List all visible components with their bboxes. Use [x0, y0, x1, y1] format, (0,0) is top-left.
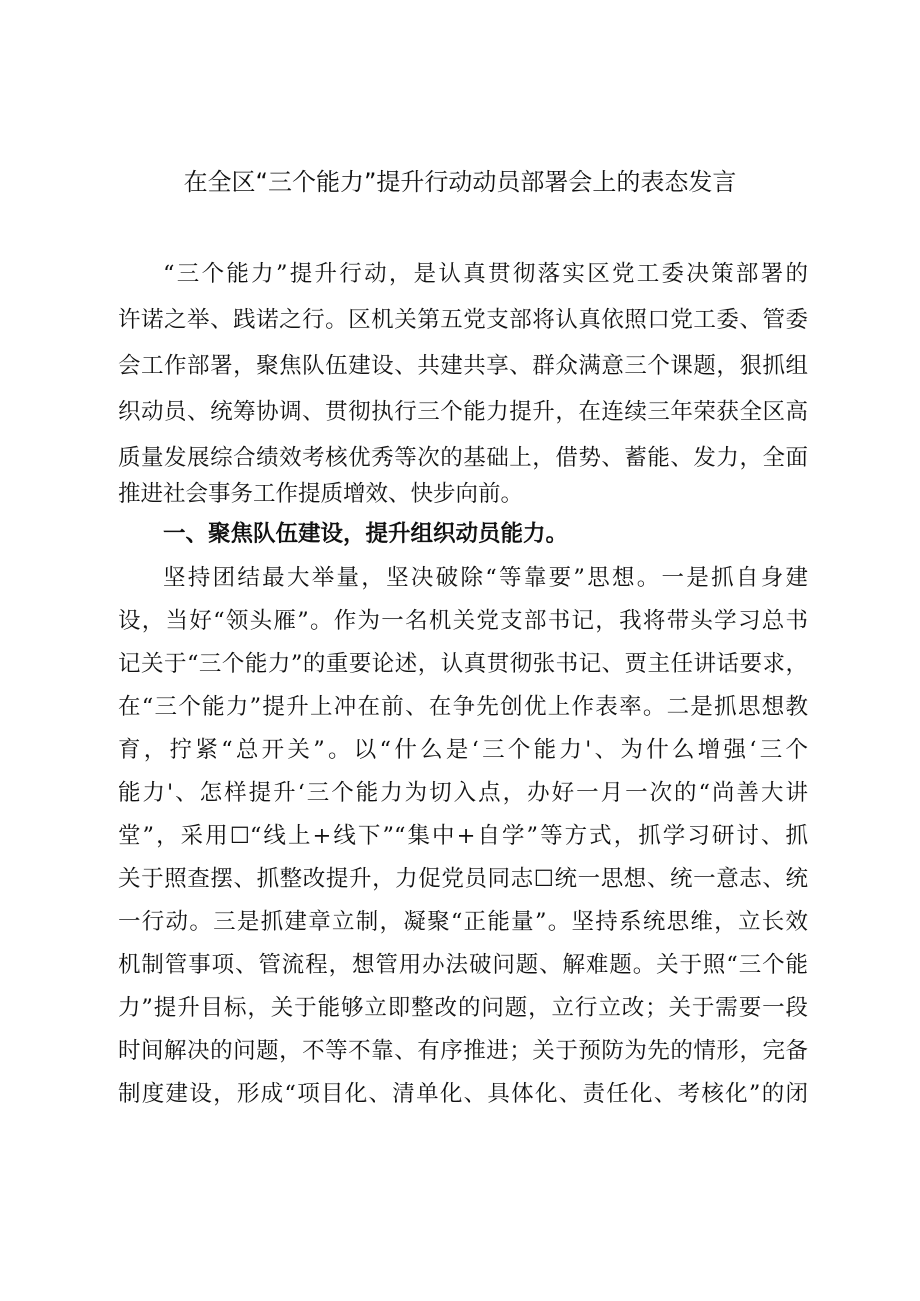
body-line: 能力'、怎样提升‘三个能力为切入点，办好一月一次的“尚善大讲	[118, 780, 808, 806]
body-line: 坚持团结最大举量，坚决破除“等靠要”思想。一是抓自身建	[163, 565, 808, 591]
body-line: 在“三个能力”提升上冲在前、在争先创优上作表率。二是抓思想教	[118, 694, 808, 720]
intro-line: 许诺之举、践诺之行。区机关第五党支部将认真依照口党工委、管委	[118, 307, 808, 333]
body-line: 力”提升目标，关于能够立即整改的问题，立行立改；关于需要一段	[118, 995, 808, 1021]
section-heading: 一、聚焦队伍建设，提升组织动员能力。	[163, 521, 569, 547]
body-line: 记关于“三个能力”的重要论述，认真贯彻张书记、贾主任讲话要求，	[118, 651, 808, 677]
intro-line: 织动员、统筹协调、贯彻执行三个能力提升，在连续三年荣获全区高	[118, 399, 808, 425]
body-line: 堂”，采用☐“线上+线下”“集中+自学”等方式，抓学习研讨、抓	[118, 823, 808, 849]
body-line: 时间解决的问题，不等不靠、有序推进；关于预防为先的情形，完备	[118, 1038, 808, 1064]
body-line: 制度建设，形成“项目化、清单化、具体化、责任化、考核化”的闭	[118, 1081, 808, 1107]
body-line: 设，当好“领头雁”。作为一名机关党支部书记，我将带头学习总书	[118, 608, 808, 634]
document-title: 在全区“三个能力”提升行动动员部署会上的表态发言	[183, 168, 737, 196]
intro-line: 推进社会事务工作提质增效、快步向前。	[118, 481, 524, 507]
intro-line: “三个能力”提升行动，是认真贯彻落实区党工委决策部署的	[163, 261, 808, 287]
intro-line: 质量发展综合绩效考核优秀等次的基础上，借势、蓄能、发力，全面	[118, 445, 808, 471]
body-line: 机制管事项、管流程，想管用办法破问题、解难题。关于照“三个能	[118, 952, 808, 978]
body-line: 一行动。三是抓建章立制，凝聚“正能量”。坚持系统思维，立长效	[118, 909, 808, 935]
intro-line: 会工作部署，聚焦队伍建设、共建共享、群众满意三个课题，狠抓组	[118, 353, 808, 379]
body-line: 关于照查摆、抓整改提升，力促党员同志☐统一思想、统一意志、统	[118, 866, 808, 892]
body-line: 育，拧紧“总开关”。以“什么是‘三个能力'、为什么增强‘三个	[118, 737, 808, 763]
